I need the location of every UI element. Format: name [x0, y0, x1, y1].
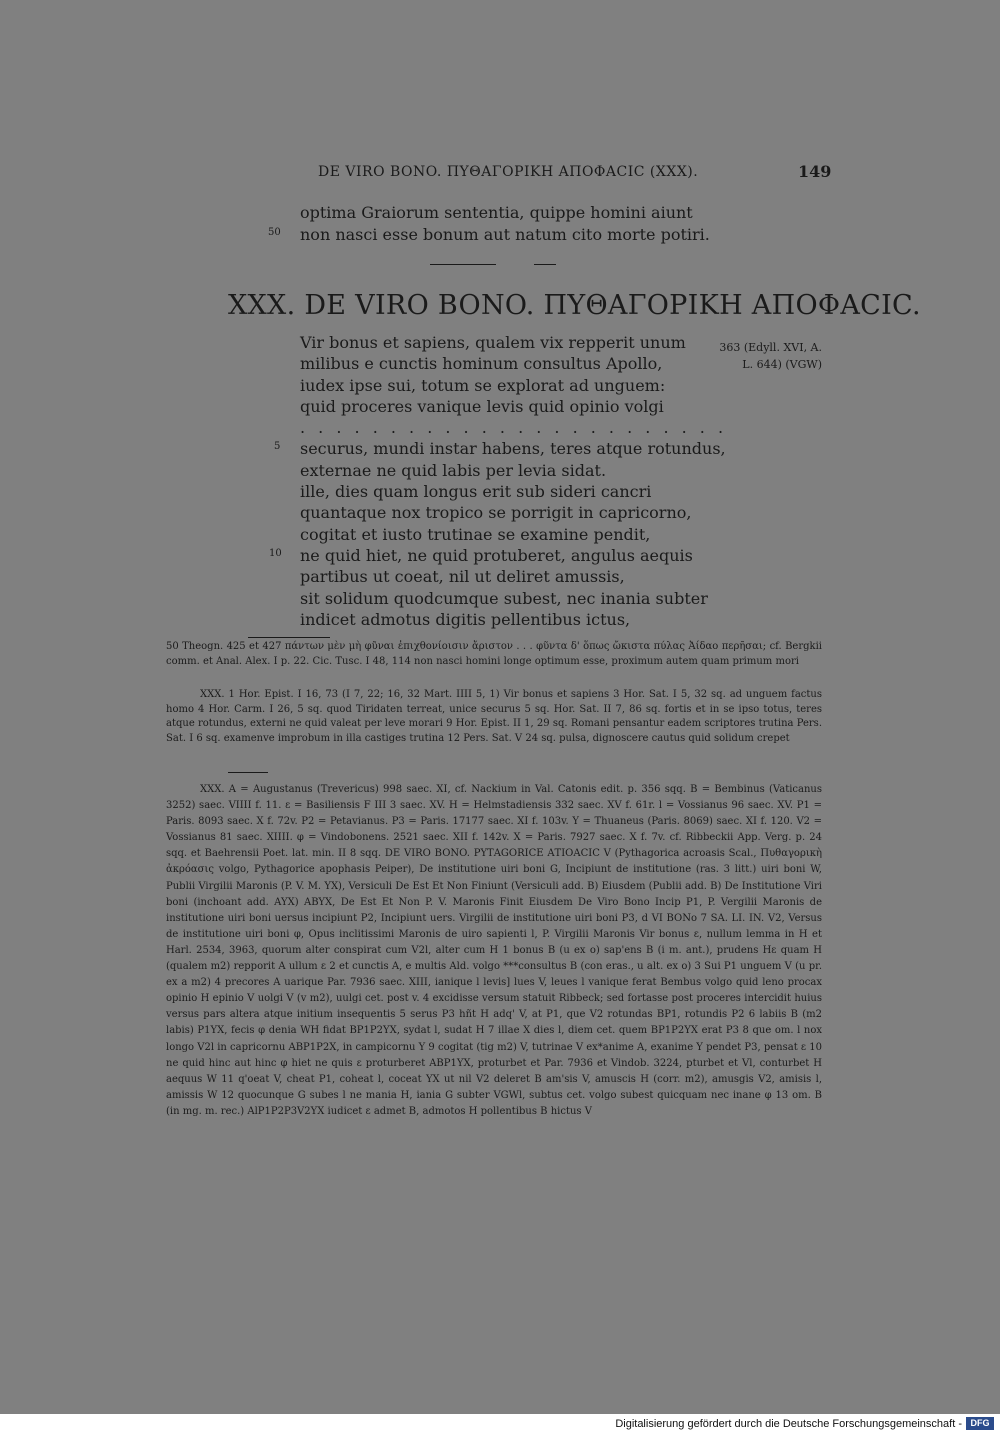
verse-line: Vir bonus et sapiens, qualem vix repperit unum	[300, 333, 686, 352]
verse-line: externae ne quid labis per levia sidat.	[300, 460, 607, 480]
footnote-rule	[248, 637, 330, 638]
verse-line: securus, mundi instar habens, teres atque rotundus,	[300, 439, 726, 459]
testimonia-note: XXX. 1 Hor. Epist. I 16, 73 (I 7, 22; 16, 32 Mart. IIII 5, 1) Vir bonus et sapiens 3 Hor. Sat. I 5, 32 sq. ad unguem factus homo 4 Hor. Carm. I 26, 5 sq. quod Tiridaten terreat, unice securus 5 sq. Hor. Sat. II 7, 86 sq. fortis et in se ipso totus, teres atque rotundus, externi ne quid valeat per leve morari 9 Hor. Epist. II 1, 29 sq. Romani pensantur eadem scriptores trutina Pers. Sat. I 6 sq. examenve improbum in illa castiges trutina 12 Pers. Sat. V 24 sq. pulsa, dignoscere cautus quid solidum crepet	[166, 689, 822, 744]
funding-note: Digitalisierung gefördert durch die Deutsche Forschungsgemeinschaft -	[615, 1418, 962, 1430]
poem-verses	[300, 332, 727, 630]
verse-line: ne quid hiet, ne quid protuberet, angulus aequis	[300, 545, 693, 565]
verse-line: quantaque nox tropico se porrigit in capricorno,	[300, 503, 692, 523]
line-number: 5	[274, 441, 281, 452]
verse-line: non nasci esse bonum aut natum cito morte potiri.	[300, 225, 710, 244]
page-number: 149	[798, 162, 832, 181]
parallel-reference	[680, 339, 822, 373]
reference-line: 363 (Edyll. XVI, A.	[719, 341, 822, 354]
verse-line: iudex ipse sui, totum se explorat ad unguem:	[300, 375, 666, 395]
verse-line: indicet admotus digitis pellentibus ictus,	[300, 609, 631, 629]
verse-line: cogitat et iusto trutinae se examine pendit,	[300, 524, 651, 544]
line-number: 10	[269, 548, 282, 559]
dfg-logo-icon: DFG	[966, 1417, 994, 1430]
lacuna-dots: . . . . . . . . . . . . . . . . . . . . . . . .	[300, 418, 728, 438]
verse-line: quid proceres vanique levis quid opinio volgi	[300, 396, 664, 416]
verse-line: milibus e cunctis hominum consultus Apollo,	[300, 354, 663, 374]
testimonia-note: 50 Theogn. 425 et 427 πάντων μὲν μὴ φῦναι ἐπιχθονίοισιν ἄριστον . . . φῦντα δ' ὅπως ὤκιστα πύλας Ἀίδαο περῆσαι; cf. Bergkii comm. et Anal. Alex. I p. 22. Cic. Tusc. I 48, 114 non nasci homini longe optimum esse, proximum autem quam primum mori	[166, 641, 822, 667]
running-head: DE VIRO BONO. ΠΥΘΑΓΟΡΙΚΗ ΑΠΟΦΑCΙC (XXX).	[318, 164, 699, 180]
apparatus-rule	[228, 772, 268, 773]
verse-line: ille, dies quam longus erit sub sideri cancri	[300, 482, 652, 502]
reference-line: L. 644) (VGW)	[742, 358, 822, 371]
verse-line: optima Graiorum sententia, quippe homini aiunt	[300, 203, 693, 222]
section-divider	[430, 264, 496, 265]
previous-poem-ending	[300, 202, 710, 246]
critical-apparatus: XXX. A = Augustanus (Trevericus) 998 saec. XI, cf. Nackium in Val. Catonis edit. p. 356 sqq. B = Bembinus (Vaticanus 3252) saec. VIIII f. 11. ε = Basiliensis F III 3 saec. XV. H = Helmstadiensis 332 saec. XV f. 61r. l = Vossianus 96 saec. XV. P1 = Paris. 8093 saec. X f. 72v. P2 = Petavianus. P3 = Paris. 17177 saec. XI f. 103v. Y = Thuaneus (Paris. 8069) saec. XI f. 120. V2 = Vossianus 81 saec. XIIII. φ = Vindobonens. 2521 saec. XII f. 142v. X = Paris. 7927 saec. X f. 7v. cf. Ribbeckii App. Verg. p. 24 sqq. et Baehrensii Poet. lat. min. II 8 sqq. DE VIRO BONO. ΡΥΤΑGΟRΙCE ΑΤΙΟΑCΙC V (Pythagorica acroasis Scal., Πυθαγορικὴ ἀκρόασις volgo, Pythagorice apophasis Peiper), De institutione uiri boni G, Incipiunt de institutione (ras. 3 litt.) uiri boni W, Publii Virgilii Maronis (P. V. M. YX), Versiculi De Est Et Non Finiunt (Versiculi add. B) Eiusdem (Publii add. B) De Institutione Viri boni (inchoant add. AYX) ABYX, De Est Et Non P. V. Maronis Finit Eiusdem De Viro Bono Incip P1, P. Vergilii Maronis de institutione uiri boni uersus incipiunt P2, Incipiunt uers. Virgilii de institutione uiri boni P3, d VI BONo 7 SA. LI. IN. V2, Versus de institutione uiri boni φ, Opus inclitissimi Maronis de uiro sapienti l, P. Virgilii Maronis Vir bonus ε, nullum lemma in H et Harl. 2534, 3963, quorum alter conspirat cum V2l, alter cum H 1 bonus B (u ex o) sap'ens B (i m. ant.), prudens Hε quam H (qualem m2) repporit A ullum ε 2 et cunctis A, e multis Ald. volgo ***consultus B (con eras., u alt. ex o) 3 Sui P1 unguem V (u pr. ex a m2) 4 precores A uarique Par. 7936 saec. XIII, ianique l levis] lues V, leues l vanique ferat Bembus volgo quid leno procax opinio H epinio V uolgi V (v m2), uulgi cet. post v. 4 excidisse versum statuit Ribbeck; sed fortasse post proceres intercidit huius versus pars altera atque initium insequentis 5 serus P3 hñt H adq' V, at P1, que V2 rotundas BP1, rotundis P2 6 labiis B (m2 labis) P1YX, fecis φ denia WH fidat BP1P2YX, sydat l, sudat H 7 illae X dies l, diem cet. quem BP1P2YX erat P3 8 que om. l nox longo V2l in capricornu ABP1P2X, in campicornu Y 9 cogitat (tig m2) V, tutrinae V ex*anime A, exanime Y pendet P3, pensat ε 10 ne quid hinc aut hinc φ hiet ne quis ε proturberet ABP1YX, proturbet et Par. 7936 et Vindob. 3224, pturbet et Vl, conturbet H aequus W 11 q'oeat V, cheat P1, coheat l, coceat YX ut nil V2 deleret B am'sis V, amuscis H (corr. m2), amusgis V2, amisis l, amissis W 12 quocunque G subes l ne mania H, iania G subter VGWl, subtus cet. volgo subest quicquam nec inane φ 13 om. B (in mg. m. rec.) AlP1P2P3V2YX iudicet ε admet B, admotos H pollentibus B hictus V	[166, 784, 822, 1117]
section-divider	[534, 264, 556, 265]
verse-line: sit solidum quodcumque subest, nec inania subter	[300, 588, 708, 608]
line-number: 50	[268, 227, 281, 238]
poem-heading: XXX. DE VIRO BONO. ΠΥΘΑΓΟΡΙΚΗ ΑΠΟΦΑCΙC.	[228, 290, 921, 321]
verse-line: partibus ut coeat, nil ut deliret amussis,	[300, 567, 625, 587]
funding-footer	[0, 1414, 1000, 1434]
